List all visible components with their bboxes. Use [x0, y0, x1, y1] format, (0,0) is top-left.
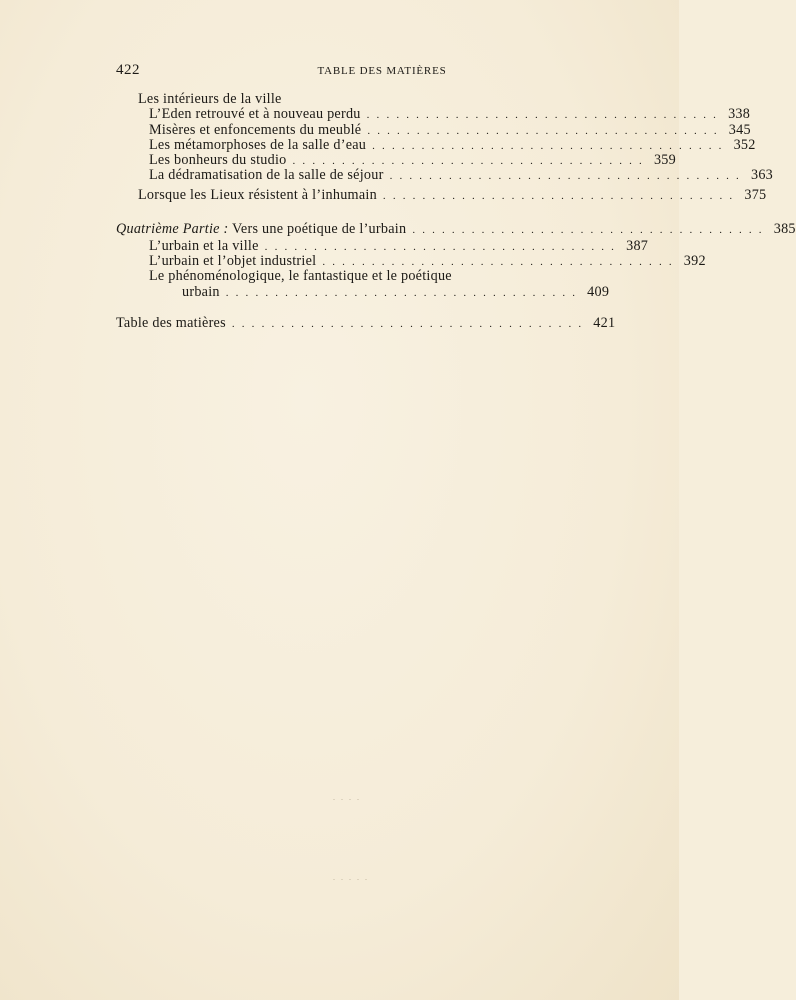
- toc-entry-title: Les bonheurs du studio: [149, 152, 287, 169]
- dot-leader: . . . . . . . . . . . . . . . . . . . . . . . . . . . . . . . . . . . .: [264, 240, 617, 253]
- toc-entry-title: La dédramatisation de la salle de séjour: [149, 167, 384, 184]
- toc-entry-line2: [116, 283, 610, 300]
- running-head: TABLE DES MATIÈRES: [317, 65, 447, 77]
- toc-page-number: 385: [773, 220, 796, 237]
- page-header: [116, 62, 600, 82]
- toc-entry-title: Misères et enfoncements du meublé: [149, 121, 362, 138]
- toc-page-number: 359: [653, 152, 676, 169]
- dot-leader: . . . . . . . . . . . . . . . . . . . . . . . . . . . . . . . . . . . .: [225, 286, 578, 299]
- toc-entry: [116, 121, 751, 138]
- dot-leader: . . . . . . . . . . . . . . . . . . . . . . . . . . . . . . . . . . . .: [366, 109, 719, 122]
- toc-entry-title: Lorsque les Lieux résistent à l’inhumain: [138, 186, 377, 203]
- toc-entry: [116, 167, 774, 184]
- dot-leader: . . . . . . . . . . . . . . . . . . . . . . . . . . . . . . . . . . . .: [231, 318, 584, 331]
- toc-entry: [116, 152, 676, 169]
- toc-entry-title: urbain: [182, 283, 220, 300]
- dot-leader: . . . . . . . . . . . . . . . . . . . . . . . . . . . . . . . . . . . .: [367, 124, 719, 137]
- dot-leader: . . . . . . . . . . . . . . . . . . . . . . . . . . . . . . . . . . . .: [372, 139, 724, 152]
- toc-page-number: 375: [744, 186, 767, 203]
- dot-leader: . . . . . . . . . . . . . . . . . . . . . . . . . . . . . . . . . . . .: [389, 170, 742, 183]
- toc-entry-title: L’urbain et la ville: [149, 237, 259, 254]
- dot-leader: . . . . . . . . . . . . . . . . . . . . . . . . . . . . . . . . . . . .: [412, 223, 764, 236]
- paper-speck: . . . .: [333, 793, 361, 802]
- toc-page-number: 392: [683, 253, 706, 270]
- toc-entry: [116, 253, 706, 270]
- dot-leader: . . . . . . . . . . . . . . . . . . . . . . . . . . . . . . . . . . . .: [382, 189, 735, 202]
- page-number: 422: [116, 62, 140, 78]
- toc-entry-title: L’urbain et l’objet industriel: [149, 253, 317, 270]
- toc-part-heading: [116, 220, 796, 237]
- toc-entry-title: L’Eden retrouvé et à nouveau perdu: [149, 106, 361, 123]
- toc-entry-title: Les intérieurs de la ville: [138, 91, 282, 107]
- toc-entry: [116, 315, 616, 332]
- part-label: Quatrième Partie :: [116, 220, 229, 237]
- toc-page-number: 345: [728, 121, 751, 138]
- toc-entry-title: Table des matières: [116, 315, 226, 332]
- toc-page-number: 421: [593, 315, 616, 332]
- toc-page-number: 352: [733, 136, 756, 153]
- part-title: Vers une poétique de l’urbain: [232, 220, 407, 237]
- toc-entry-line1: [116, 269, 600, 284]
- dot-leader: . . . . . . . . . . . . . . . . . . . . . . . . . . . . . . . . . . . .: [322, 256, 674, 269]
- toc-entry: [116, 136, 756, 153]
- toc-entry: [116, 186, 767, 203]
- toc-entry: [116, 106, 751, 123]
- toc-entry-title: [116, 222, 406, 237]
- toc-group-heading: [116, 92, 600, 107]
- toc-entry-title: Les métamorphoses de la salle d’eau: [149, 136, 367, 153]
- toc-page-number: 338: [728, 106, 751, 123]
- paper-speck: . . . . .: [333, 873, 369, 882]
- toc-entry-title: Le phénoménologique, le fantastique et le poétique: [149, 268, 452, 285]
- toc-page-number: 409: [587, 283, 610, 300]
- toc-page-number: 387: [626, 237, 649, 254]
- dot-leader: . . . . . . . . . . . . . . . . . . . . . . . . . . . . . . . . . . . .: [292, 155, 644, 168]
- toc-entry: [116, 237, 649, 254]
- table-of-contents: [116, 91, 796, 332]
- toc-page-number: 363: [750, 167, 774, 184]
